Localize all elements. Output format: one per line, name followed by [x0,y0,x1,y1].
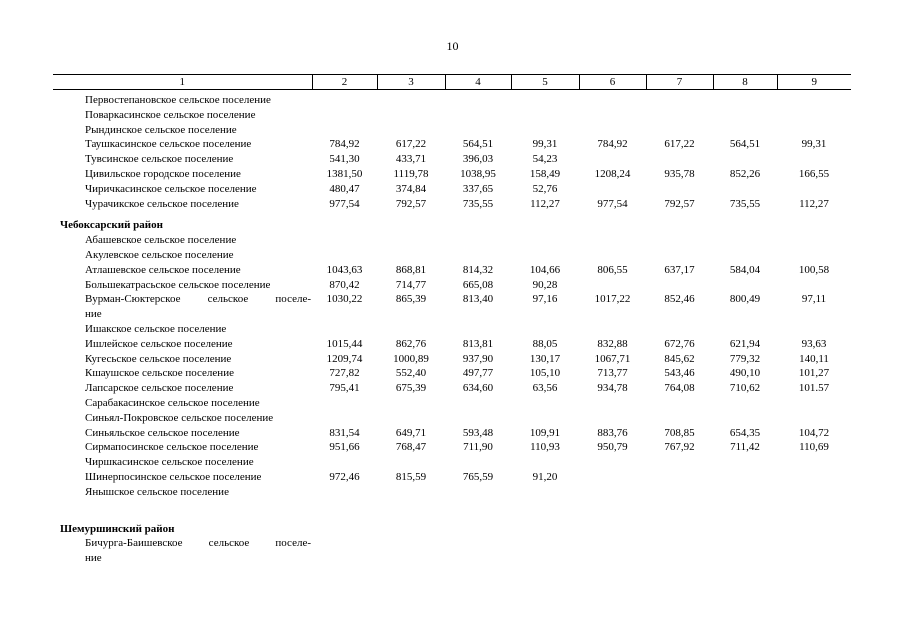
table-cell [646,278,713,293]
table-cell: 564,51 [462,138,494,151]
settlement-name: Кшаушское сельское поселение [85,367,234,380]
table-cell [445,233,511,248]
table-cell [646,152,713,167]
table-row [53,396,851,411]
table-row [53,292,851,322]
table-cell: 101,27 [798,367,830,380]
table-cell [445,123,511,138]
table-cell: 88,05 [532,337,558,350]
table-cell: 792,57 [395,197,427,210]
table-cell [777,123,851,138]
table-cell [445,485,511,500]
table-cell [713,455,777,470]
settlement-name: Большекатрасьское сельское поселение [85,278,271,291]
table-cell: 665,08 [462,278,494,291]
table-cell: 937,90 [462,352,494,365]
table-cell [713,123,777,138]
settlement-name: Шинерпосинское сельское поселение [85,470,262,483]
table-cell: 1017,22 [594,293,631,306]
table-cell [377,396,445,411]
table-cell: 935,78 [664,167,695,180]
table-row [53,137,851,152]
table-cell: 813,40 [462,293,494,306]
table-cell [579,108,646,123]
table-cell [377,123,445,138]
table-cell: 104,66 [529,263,561,276]
table-cell: 708,85 [664,426,695,439]
table-cell [713,536,777,566]
table-row [53,366,851,381]
table-cell [579,182,646,197]
table-cell: 768,47 [395,441,427,454]
table-cell: 93,63 [801,337,827,350]
settlement-name [53,292,312,322]
table-cell [579,123,646,138]
table-cell [312,248,377,263]
table-cell [713,485,777,500]
table-cell [579,248,646,263]
table-cell [445,536,511,566]
settlement-name: Чиричкасинское сельское поселение [85,182,257,195]
table-cell [579,470,646,485]
table-cell: 1119,78 [393,167,429,180]
table-cell: 1208,24 [594,167,631,180]
table-row [53,440,851,455]
table-cell [713,278,777,293]
table-cell [579,278,646,293]
table-cell: 767,92 [664,441,695,454]
table-cell: 110,93 [530,441,560,454]
table-cell [646,248,713,263]
column-header: 9 [777,75,851,90]
table-cell [511,411,579,426]
table-cell [777,536,851,566]
table-row [53,278,851,293]
table-cell [511,455,579,470]
table-cell [445,411,511,426]
table-cell [377,485,445,500]
settlement-name-line: ние [85,552,102,565]
table-cell [777,248,851,263]
table-cell: 130,17 [529,352,561,365]
column-header: 3 [377,75,445,90]
table-cell: 710,62 [729,382,761,395]
table-row [53,248,851,263]
table-cell [377,233,445,248]
table-cell: 649,71 [395,426,427,439]
table-cell [511,248,579,263]
table-cell [579,90,646,108]
table-cell: 813,81 [462,337,494,350]
column-header: 4 [445,75,511,90]
table-cell [777,470,851,485]
table-cell [777,90,851,108]
table-cell: 617,22 [664,138,695,151]
table-cell: 977,54 [329,197,360,210]
table-row [53,485,851,500]
table-row [53,455,851,470]
table-cell [511,123,579,138]
table-cell: 158,49 [529,167,561,180]
table-cell [445,248,511,263]
table-cell [777,396,851,411]
settlement-name: Янышское сельское поселение [85,485,229,498]
table-cell: 97,16 [532,293,558,306]
table-cell [777,182,851,197]
table-cell: 543,46 [664,367,695,380]
column-header: 7 [646,75,713,90]
table-cell [713,470,777,485]
table-cell [511,485,579,500]
table-cell [646,411,713,426]
table-cell: 101.57 [798,382,830,395]
table-cell: 166,55 [798,167,830,180]
table-cell: 634,60 [462,382,494,395]
table-cell: 972,46 [329,470,360,483]
table-cell: 806,55 [597,263,628,276]
table-cell: 374,84 [395,182,427,195]
settlement-name-line: ние [85,308,102,321]
table-cell [445,455,511,470]
settlement-name: Ишлейское сельское поселение [85,337,233,350]
table-cell [377,90,445,108]
table-row [53,263,851,278]
table-row [53,233,851,248]
table-cell [312,123,377,138]
table-cell: 1030,22 [326,293,363,306]
table-row [53,90,851,108]
settlement-name-line: Вурман-Сюктерское сельское поселе- [85,293,311,306]
table-cell [713,396,777,411]
table-cell: 735,55 [729,197,761,210]
table-cell: 584,04 [729,263,761,276]
table-cell: 497,77 [462,367,494,380]
table-cell: 675,39 [395,382,427,395]
table-cell [777,455,851,470]
table-cell [713,90,777,108]
column-header: 6 [579,75,646,90]
table-cell [777,108,851,123]
table-cell [777,485,851,500]
table-cell [579,152,646,167]
table-cell [646,396,713,411]
table-cell: 795,41 [329,382,360,395]
table-cell: 977,54 [597,197,628,210]
table-cell: 951,66 [329,441,360,454]
district-heading-row [53,515,851,537]
table-row [53,470,851,485]
settlement-name-line: Бичурга-Баишевское сельское поселе- [85,537,311,550]
table-cell [511,322,579,337]
table-cell [377,455,445,470]
page-number: 10 [446,39,459,53]
table-cell [377,536,445,566]
table-cell: 1381,50 [326,167,363,180]
table-cell: 868,81 [395,263,427,276]
table-cell: 1015,44 [326,337,363,350]
table-cell: 637,17 [664,263,695,276]
table-cell: 621,94 [729,337,761,350]
table-row [53,426,851,441]
table-cell: 396,03 [462,153,494,166]
table-cell [713,248,777,263]
table-cell: 870,42 [329,278,360,291]
table-row [53,411,851,426]
settlement-name: Атлашевское сельское поселение [85,263,241,276]
table-cell [713,411,777,426]
table-cell: 99,31 [532,138,558,151]
table-cell: 99,31 [801,138,827,151]
table-cell: 727,82 [329,367,360,380]
table-cell [312,90,377,108]
table-cell: 815,59 [395,470,427,483]
table-cell [777,152,851,167]
settlement-name [53,536,312,566]
table-cell [646,536,713,566]
table-cell: 832,88 [597,337,628,350]
table-cell: 490,10 [729,367,761,380]
table-cell [445,90,511,108]
table-cell [646,455,713,470]
settlement-name: Абашевское сельское поселение [85,234,237,247]
table-cell: 831,54 [329,426,360,439]
table-cell [713,322,777,337]
settlement-name: Первостепановское сельское поселение [85,94,271,106]
table-cell: 105,10 [529,367,561,380]
table-cell [511,396,579,411]
table-row [53,337,851,352]
table-cell [579,455,646,470]
table-cell [377,322,445,337]
table-cell [646,108,713,123]
table-cell: 784,92 [597,138,628,151]
table-cell: 480,47 [329,182,360,195]
table-cell [777,233,851,248]
table-cell [312,536,377,566]
table-cell: 91,20 [532,470,558,483]
table-cell [579,485,646,500]
table-cell: 714,77 [395,278,427,291]
table-cell: 63,56 [532,382,558,395]
table-cell [579,322,646,337]
table-cell: 862,76 [395,337,427,350]
table-cell: 112,27 [530,197,560,210]
table-row [53,108,851,123]
table-cell: 109,91 [529,426,561,439]
table-cell: 814,32 [462,263,494,276]
table-cell: 883,76 [597,426,628,439]
table-cell [511,90,579,108]
table-cell: 1209,74 [326,352,363,365]
table-cell [312,233,377,248]
table-cell: 735,55 [462,197,494,210]
table-cell: 100,58 [798,263,830,276]
table-cell: 97,11 [801,293,827,306]
table-cell [646,182,713,197]
table-cell [646,123,713,138]
settlement-name: Сарабакасинское сельское поселение [85,396,260,409]
table-cell: 337,65 [462,182,494,195]
settlement-name: Синьял-Покровское сельское поселение [85,411,274,424]
table-cell: 765,59 [462,470,494,483]
settlement-name: Сирмапосинское сельское поселение [85,441,259,454]
table-cell: 713,77 [597,367,628,380]
table-cell: 52,76 [532,182,558,195]
district-heading: Чебоксарский район [60,219,163,232]
table-cell [713,233,777,248]
table-cell [777,278,851,293]
settlement-name: Тувсинское сельское поселение [85,153,234,166]
table-cell [312,411,377,426]
table-cell [377,411,445,426]
column-header: 1 [53,75,312,90]
column-header: 2 [312,75,377,90]
settlement-name: Синьяльское сельское поселение [85,426,240,439]
table-cell: 865,39 [395,293,427,306]
table-row [53,536,851,566]
table-row [53,167,851,182]
table-cell [377,248,445,263]
table-cell: 1038,95 [460,167,496,180]
table-cell: 672,76 [664,337,695,350]
table-cell: 654,35 [729,426,761,439]
table-cell [511,233,579,248]
section-spacer [53,500,851,515]
table-cell: 934,78 [597,382,628,395]
table-header-row [53,75,851,90]
table-cell: 711,42 [730,441,760,454]
table-cell [579,396,646,411]
table-cell [312,396,377,411]
data-table [53,74,851,566]
table-cell: 1000,89 [393,352,429,365]
table-cell [579,233,646,248]
table-cell: 845,62 [664,352,695,365]
table-cell [646,90,713,108]
table-row [53,182,851,197]
table-row [53,352,851,367]
table-cell [713,152,777,167]
table-cell [777,411,851,426]
table-cell: 711,90 [463,441,493,454]
table-cell [777,322,851,337]
settlement-name: Таушкасинское сельское поселение [85,138,252,151]
table-cell: 792,57 [664,197,695,210]
table-cell [646,470,713,485]
table-cell: 112,27 [799,197,829,210]
table-cell: 779,32 [729,352,761,365]
settlement-name: Чиршкасинское сельское поселение [85,456,254,469]
settlement-name: Цивильское городское поселение [85,167,241,180]
table-cell [713,108,777,123]
table-cell [713,182,777,197]
settlement-name: Акулевское сельское поселение [85,248,234,261]
settlement-name: Чурачикское сельское поселение [85,197,239,210]
table-cell: 852,46 [664,293,695,306]
table-cell: 800,49 [729,293,761,306]
table-cell [646,322,713,337]
table-cell: 1043,63 [326,263,363,276]
table-cell [445,108,511,123]
table-cell [511,108,579,123]
table-cell: 433,71 [395,153,427,166]
table-cell: 950,79 [597,441,628,454]
table-cell: 1067,71 [594,352,631,365]
table-cell [312,322,377,337]
settlement-name: Лапсарское сельское поселение [85,382,234,395]
table-cell [312,485,377,500]
table-cell [646,233,713,248]
table-cell: 852,26 [729,167,761,180]
district-heading-row [53,211,851,233]
table-cell: 617,22 [395,138,427,151]
table-cell [445,322,511,337]
table-cell: 564,51 [729,138,761,151]
table-row [53,152,851,167]
column-header: 5 [511,75,579,90]
table-cell: 552,40 [395,367,427,380]
table-cell: 110,69 [799,441,829,454]
settlement-name: Кугесьское сельское поселение [85,352,232,365]
table-row [53,381,851,396]
table-cell [646,485,713,500]
settlement-name: Поваркасинское сельское поселение [85,108,256,121]
table-cell: 764,08 [664,382,695,395]
table-cell: 784,92 [329,138,360,151]
table-cell [312,455,377,470]
table-cell [579,411,646,426]
table-cell: 54,23 [532,153,558,166]
table-row [53,123,851,138]
table-row [53,322,851,337]
table-cell [312,108,377,123]
column-header: 8 [713,75,777,90]
settlement-name: Рындинское сельское поселение [85,123,237,136]
table-row [53,197,851,212]
table-cell: 104,72 [798,426,830,439]
table-cell: 140,11 [799,352,829,365]
table-cell [511,536,579,566]
district-heading: Шемуршинский район [60,522,175,535]
table-cell: 90,28 [532,278,558,291]
table-cell [377,108,445,123]
table-cell: 541,30 [329,153,360,166]
table-cell [445,396,511,411]
settlement-name: Ишакское сельское поселение [85,322,227,335]
table-cell: 593,48 [462,426,494,439]
table-cell [579,536,646,566]
